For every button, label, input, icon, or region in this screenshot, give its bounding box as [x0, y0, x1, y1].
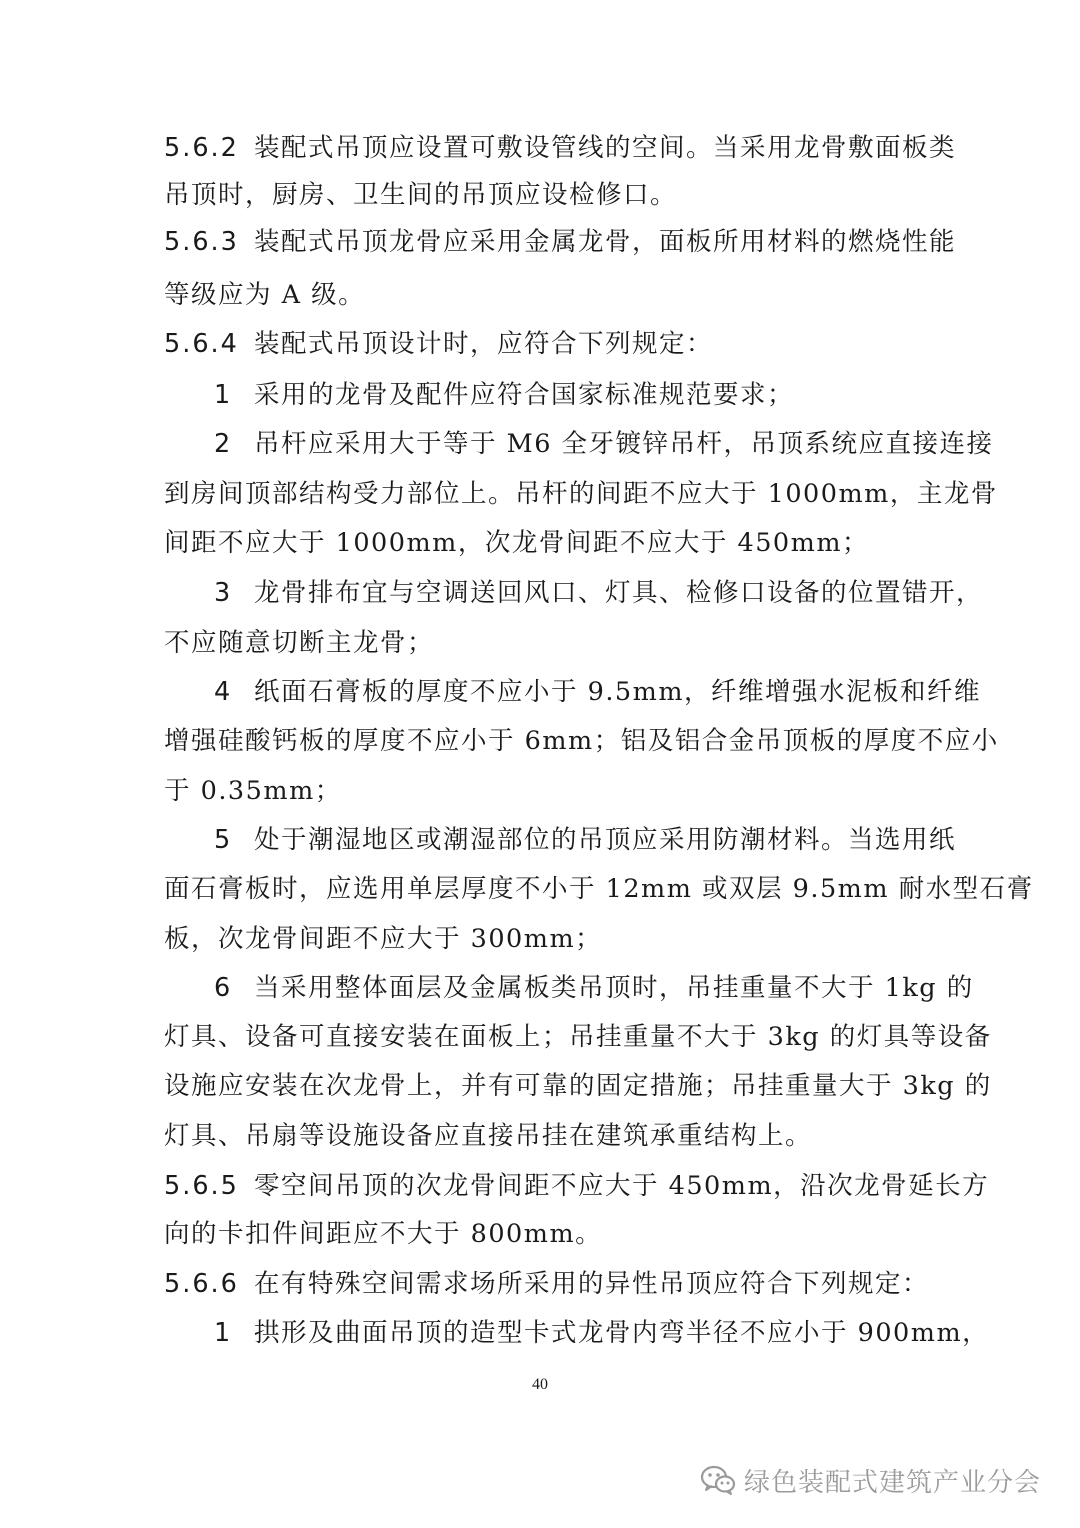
clause-number: 5.6.5 [164, 1171, 239, 1201]
line-text: 灯具、设备可直接安装在面板上；吊挂重量不大于 3kg 的灯具等设备 [164, 1022, 992, 1052]
item-number: 1 [214, 380, 233, 410]
text-line [0, 1313, 1080, 1353]
line-text: 吊顶时，厨房、卫生间的吊顶应设检修口。 [164, 180, 678, 210]
text-line [0, 222, 1080, 262]
text-line [0, 623, 1080, 663]
line-text: 龙骨排布宜与空调送回风口、灯具、检修口设备的位置错开， [254, 578, 984, 608]
item-number: 2 [214, 429, 233, 459]
line-text: 设施应安装在次龙骨上，并有可靠的固定措施；吊挂重量大于 3kg 的 [164, 1071, 992, 1101]
item-number: 3 [214, 578, 233, 608]
watermark [700, 1456, 1041, 1504]
text-line [0, 1116, 1080, 1156]
watermark-text: 绿色装配式建筑产业分会 [744, 1467, 1042, 1498]
text-line [0, 919, 1080, 959]
wechat-icon [700, 1464, 736, 1496]
text-line [0, 968, 1080, 1008]
text-line [0, 672, 1080, 712]
line-text: 间距不应大于 1000mm，次龙骨间距不应大于 450mm； [164, 528, 870, 558]
clause-number: 5.6.6 [164, 1269, 239, 1299]
line-text: 装配式吊顶龙骨应采用金属龙骨，面板所用材料的燃烧性能 [254, 227, 957, 257]
line-text: 不应随意切断主龙骨； [164, 628, 435, 658]
line-text: 在有特殊空间需求场所采用的异性吊顶应符合下列规定： [254, 1269, 930, 1299]
line-text: 装配式吊顶应设置可敷设管线的空间。当采用龙骨敷面板类 [254, 133, 957, 163]
item-number: 6 [214, 973, 233, 1003]
page-number: 40 [532, 1376, 548, 1393]
clause-number: 5.6.4 [164, 329, 239, 359]
line-text: 面石膏板时，应选用单层厚度不小于 12mm 或双层 9.5mm 耐水型石膏 [164, 874, 1034, 904]
line-text: 于 0.35mm； [164, 776, 342, 806]
line-text: 等级应为 A 级。 [164, 280, 366, 310]
text-line [0, 375, 1080, 415]
text-line [0, 1166, 1080, 1206]
text-line [0, 128, 1080, 168]
text-line [0, 424, 1080, 464]
item-number: 1 [214, 1318, 233, 1348]
line-text: 装配式吊顶设计时，应符合下列规定： [254, 329, 714, 359]
line-text: 纸面石膏板的厚度不应小于 9.5mm，纤维增强水泥板和纤维 [254, 677, 982, 707]
text-line [0, 474, 1080, 514]
item-number: 5 [214, 825, 233, 855]
line-text: 板，次龙骨间距不应大于 300mm； [164, 924, 603, 954]
text-line [0, 820, 1080, 860]
line-text: 灯具、吊扇等设施设备应直接吊挂在建筑承重结构上。 [164, 1121, 813, 1151]
line-text: 增强硅酸钙板的厚度不应小于 6mm；铝及铝合金吊顶板的厚度不应小 [164, 726, 999, 756]
text-line [0, 1066, 1080, 1106]
line-text: 采用的龙骨及配件应符合国家标准规范要求； [254, 380, 795, 410]
text-line [0, 1017, 1080, 1057]
line-text: 当采用整体面层及金属板类吊顶时，吊挂重量不大于 1kg 的 [254, 973, 974, 1003]
text-line [0, 324, 1080, 364]
text-line [0, 175, 1080, 215]
item-number: 4 [214, 677, 233, 707]
text-line [0, 771, 1080, 811]
clause-number: 5.6.2 [164, 133, 239, 163]
text-line [0, 1264, 1080, 1304]
text-line [0, 869, 1080, 909]
text-line [0, 523, 1080, 563]
text-line [0, 1214, 1080, 1254]
text-line [0, 275, 1080, 315]
line-text: 处于潮湿地区或潮湿部位的吊顶应采用防潮材料。当选用纸 [254, 825, 957, 855]
line-text: 吊杆应采用大于等于 M6 全牙镀锌吊杆，吊顶系统应直接连接 [254, 429, 994, 459]
line-text: 向的卡扣件间距应不大于 800mm。 [164, 1219, 603, 1249]
text-line [0, 573, 1080, 613]
clause-number: 5.6.3 [164, 227, 239, 257]
text-line [0, 721, 1080, 761]
line-text: 拱形及曲面吊顶的造型卡式龙骨内弯半径不应小于 900mm， [254, 1318, 990, 1348]
line-text: 到房间顶部结构受力部位上。吊杆的间距不应大于 1000mm，主龙骨 [164, 479, 998, 509]
line-text: 零空间吊顶的次龙骨间距不应大于 450mm，沿次龙骨延长方 [254, 1171, 990, 1201]
